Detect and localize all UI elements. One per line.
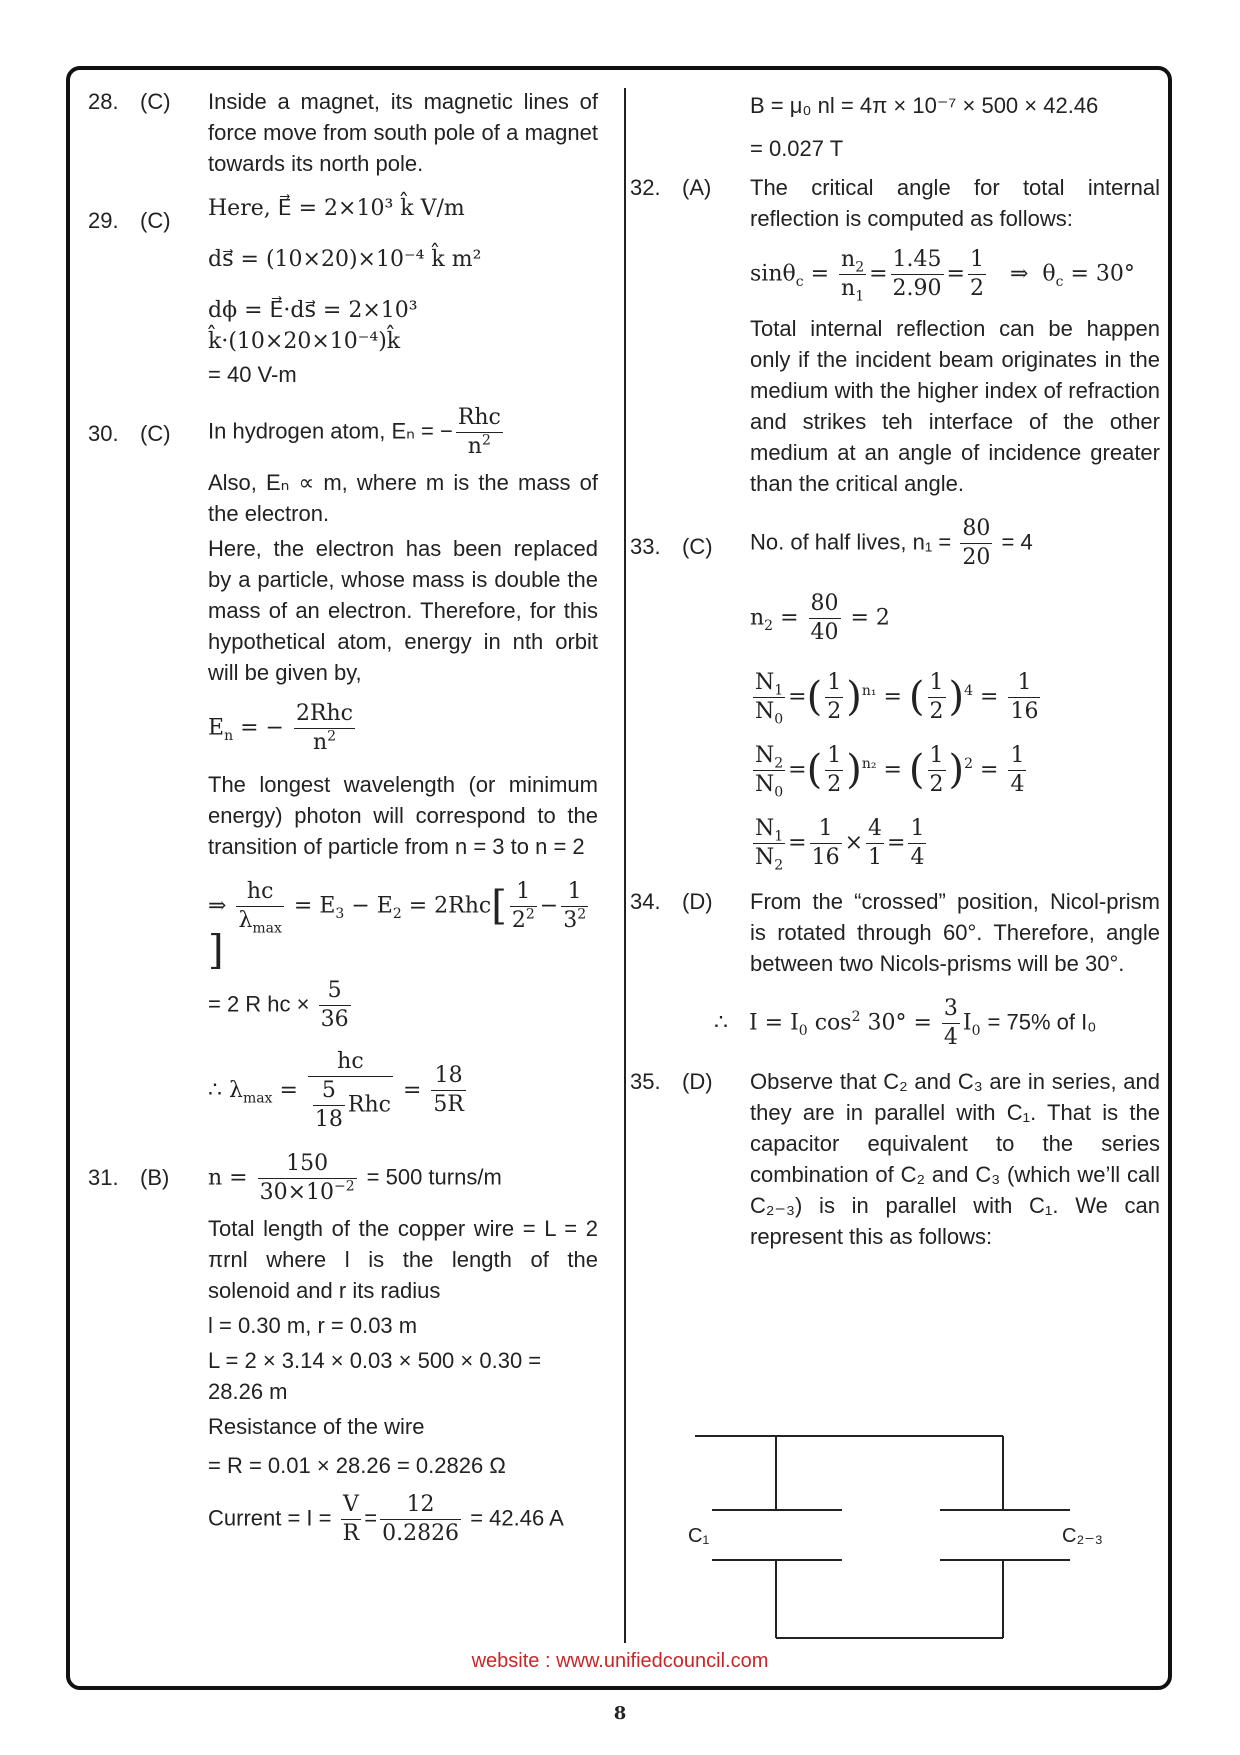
question-number: 35. bbox=[630, 1069, 661, 1094]
question-number: 33. bbox=[630, 534, 661, 559]
question-number: 30. bbox=[88, 421, 119, 446]
fraction: $\frac{hc}{\lambda_{max}}$ bbox=[238, 879, 282, 937]
n2-ratio-eq: $\frac{N_2}{N_0}$ =( $\frac{1}{2}$ )$^{n_2}$ = ( $\frac{1}{2}$ )$^2$ = $\frac{1}{4}$ bbox=[755, 743, 1025, 801]
flux-result: = 40 V-m bbox=[208, 362, 297, 387]
fraction: $\frac{V}{R}$ bbox=[342, 1491, 360, 1546]
resistance-label: Resistance of the wire bbox=[208, 1413, 425, 1439]
lambda-max-eq: ∴ $\lambda_{max}$ = hc $\frac{5}{18}$ Rhc = $\frac{18}{5R}$ bbox=[208, 1048, 464, 1132]
energy-product bbox=[208, 977, 598, 1034]
answer-option: (D) bbox=[682, 889, 713, 914]
fraction: $\frac{150}{30\times 10^{-2}}$ bbox=[259, 1150, 355, 1205]
answer-option: (D) bbox=[682, 1069, 713, 1094]
field-eq: B = μ₀ nl = 4π × 10⁻⁷ × 500 × 42.46 bbox=[750, 93, 1099, 118]
eq-text: = 4 bbox=[1001, 529, 1033, 555]
length-calc: L = 2 × 3.14 × 0.03 × 500 × 0.30 = 28.26 m bbox=[208, 1347, 542, 1404]
answer-option: (C) bbox=[140, 421, 171, 446]
field-result: = 0.027 T bbox=[750, 136, 844, 161]
question-33 bbox=[630, 515, 1160, 872]
question-31-continued bbox=[630, 90, 1160, 164]
question-31 bbox=[88, 1150, 598, 1548]
equation-area: ds⃗ = (10×20)×10⁻⁴ k̂ m² bbox=[208, 247, 482, 272]
c1-label: C₁ bbox=[688, 1525, 710, 1547]
answer-option: (C) bbox=[140, 208, 171, 233]
question-35 bbox=[630, 1066, 1160, 1252]
turns-eq: n = $\frac{150}{30\times 10^{-2}}$ = 500 turns/m bbox=[208, 1150, 502, 1205]
fraction: $\frac{80}{20}$ bbox=[962, 516, 991, 570]
paragraph: Total internal reflection can be happen only if the incident beam originates in the medium with the higher index of refraction and strikes teh interface of the other medium at an angle of incidence greater than the critical angle. bbox=[750, 316, 1160, 496]
n1-ratio-eq: $\frac{N_1}{N_0}$ =( $\frac{1}{2}$ )$^{n_1}$ = ( $\frac{1}{2}$ )$^4$ = $\frac{1}{16}$ bbox=[755, 670, 1039, 728]
paragraph: The longest wavelength (or minimum energy) photon will correspond to the transition of particle from n = 3 to n = 2 bbox=[208, 772, 598, 859]
paragraph: Total length of the copper wire = L = 2 πrnl where l is the length of the solenoid and r its radius bbox=[208, 1215, 598, 1303]
paragraph: The critical angle for total internal reflection is computed as follows: bbox=[750, 175, 1160, 231]
answer-option: (C) bbox=[682, 534, 713, 559]
answer-text: Inside a magnet, its magnetic lines of force move from south pole of a magnet towards its north pole. bbox=[208, 89, 598, 176]
paragraph: Here, the electron has been replaced by a particle, whose mass is double the mass of an electron. Therefore, for this hypothetical atom, energy in nth orbit will be given by, bbox=[208, 536, 598, 685]
c23-label: C₂₋₃ bbox=[1062, 1525, 1103, 1547]
energy-eq: $E_n$ = − $\frac{\text{2Rhc}}{n^2}$ bbox=[208, 701, 354, 755]
question-34 bbox=[630, 886, 1160, 1052]
paragraph: Also, Eₙ ∝ m, where m is the mass of the electron. bbox=[208, 470, 598, 526]
eq-text: = 75% of I₀ bbox=[987, 1009, 1097, 1035]
question-number: 32. bbox=[630, 175, 661, 200]
left-column bbox=[88, 86, 598, 1548]
paragraph: Observe that C₂ and C₃ are in series, and they are in parallel with C₁. That is the capacitor equivalent to the series combination of C₂ and C₃ (which we’ll call C₂₋₃) is in parallel with C₁. We can represent this as follows: bbox=[750, 1069, 1160, 1249]
eq-text: = 2 R hc × bbox=[208, 990, 310, 1016]
fraction: $\frac{\text{Rhc}}{n^2}$ bbox=[457, 405, 501, 459]
eq-text: Current = I = bbox=[208, 1504, 332, 1530]
answer-option: (B) bbox=[140, 1164, 170, 1190]
half-lives-eq bbox=[750, 515, 1160, 572]
fraction: $\frac{\text{2Rhc}}{n^2}$ bbox=[295, 701, 354, 755]
question-30 bbox=[88, 404, 598, 1134]
question-28 bbox=[88, 86, 598, 179]
question-number: 34. bbox=[630, 889, 661, 914]
eq-text: = 500 turns/m bbox=[366, 1164, 502, 1189]
right-column bbox=[630, 86, 1160, 1252]
question-32 bbox=[630, 172, 1160, 499]
intro-text: In hydrogen atom, Eₙ = − bbox=[208, 418, 453, 444]
question-number: 31. bbox=[88, 1164, 119, 1190]
answer-option: (C) bbox=[140, 89, 171, 114]
fraction: hc $\frac{5}{18}$ Rhc bbox=[308, 1048, 393, 1134]
answer-option: (A) bbox=[682, 175, 712, 200]
resistance-value: = R = 0.01 × 28.26 = 0.2826 Ω bbox=[208, 1452, 506, 1478]
n1-n2-ratio-eq: $\frac{N_1}{N_2}$ = $\frac{1}{16}$ × $\frac{4}{1}$ = $\frac{1}{4}$ bbox=[755, 816, 925, 874]
capacitor-circuit-diagram bbox=[670, 1432, 1130, 1642]
website-footer: website : www.unifiedcouncil.com bbox=[471, 1650, 769, 1672]
current-eq: Current = I = $\frac{V}{R}$ = $\frac{12}{0.2826}$ = 42.46 A bbox=[208, 1491, 564, 1546]
column-divider bbox=[624, 88, 626, 1643]
eq-text: No. of half lives, n₁ = bbox=[750, 529, 952, 555]
paragraph: From the “crossed” position, Nicol-prism is rotated through 60°. Therefore, angle between two Nicols-prisms will be 30°. bbox=[750, 889, 1160, 976]
page-number: 8 bbox=[613, 1703, 627, 1724]
equation-flux: dϕ = E⃗·ds⃗ = 2×10³ k̂·(10×20×10⁻⁴)k̂ bbox=[208, 298, 418, 354]
hydrogen-energy-eq bbox=[208, 404, 598, 461]
critical-angle-eq: sinθ$_c$ = $\frac{n_2}{n_1}$ = $\frac{1.45}{2.90}$ = $\frac{1}{2}$ ⇒ $\theta_c = 30^\circ$ bbox=[750, 247, 1135, 305]
n2-eq: $n_2$ = $\frac{80}{40}$ = 2 bbox=[750, 591, 890, 645]
transition-eq: ⇒ $\frac{hc}{\lambda_{max}}$ = $E_3 - E_2 = 2Rhc$[ $\frac{1}{2^2}$ − $\frac{1}{3^2}$ ] bbox=[208, 879, 587, 974]
equation-field: Here, E⃗ = 2×10³ k̂ V/m bbox=[208, 196, 465, 221]
malus-law-eq: ∴ $I = I_0$ $\cos^2 30^\circ$ = $\frac{3}{4}$ $I_0 = 75\%$ of I₀ bbox=[714, 996, 1097, 1050]
eq-text: = 42.46 A bbox=[470, 1504, 564, 1530]
length-values: l = 0.30 m, r = 0.03 m bbox=[208, 1312, 418, 1338]
question-number: 28. bbox=[88, 89, 119, 114]
question-number: 29. bbox=[88, 208, 119, 233]
fraction: $\frac{5}{36}$ bbox=[320, 977, 349, 1032]
question-29 bbox=[88, 193, 598, 390]
fraction: $\frac{12}{0.2826}$ bbox=[382, 1491, 460, 1546]
